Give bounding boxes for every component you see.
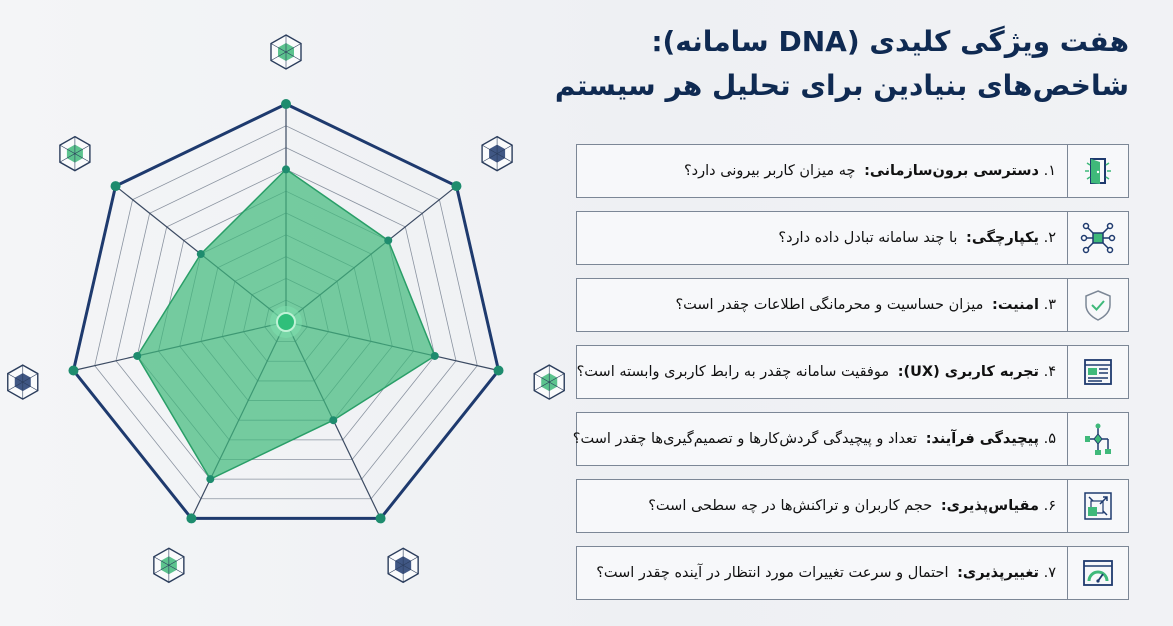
title-line-1: هفت ویژگی کلیدی (DNA سامانه):: [651, 25, 1129, 58]
item-question: حجم کاربران و تراکنش‌ها در چه سطحی است؟: [648, 498, 933, 514]
triangle-node-icon: [8, 365, 38, 399]
radar-vertex-point: [451, 181, 461, 191]
radar-data-point: [133, 352, 141, 360]
feature-item-4: [576, 345, 1129, 399]
item-number: ۲.: [1043, 230, 1056, 246]
radar-vertex-point: [111, 181, 121, 191]
radar-vertex-point: [281, 99, 291, 109]
item-label: دسترسی برون‌سازمانی:: [864, 163, 1039, 179]
radar-vertex-point: [376, 513, 386, 523]
radar-vertex-point: [68, 366, 78, 376]
radar-data-point: [206, 475, 214, 483]
item-question: با چند سامانه تبادل داده دارد؟: [778, 230, 958, 246]
feature-item-2: [576, 211, 1129, 265]
radar-vertex-point: [186, 513, 196, 523]
radar-vertex-point: [494, 366, 504, 376]
ui-layout-icon: [1067, 346, 1128, 398]
feature-item-1: [576, 144, 1129, 198]
faceted-cube-icon: [388, 548, 418, 582]
page-title: [554, 20, 1129, 108]
item-question: چه میزان کاربر بیرونی دارد؟: [683, 163, 856, 179]
pyramid-net-icon: [60, 137, 90, 171]
item-label: تجربه کاربری (UX):: [897, 364, 1039, 380]
sphere-mesh-icon: [154, 548, 184, 582]
item-question: احتمال و سرعت تغییرات مورد انتظار در آینده چقدر است؟: [596, 565, 949, 581]
feature-item-3: [576, 278, 1129, 332]
item-label: یکپارچگی:: [966, 230, 1039, 246]
radar-chart: [0, 0, 580, 626]
item-number: ۵.: [1043, 431, 1056, 447]
item-number: ۶.: [1043, 498, 1056, 514]
item-number: ۱.: [1043, 163, 1056, 179]
shield-check-icon: [1067, 279, 1128, 331]
scale-expand-icon: [1067, 480, 1128, 532]
item-label: امنیت:: [992, 297, 1039, 313]
geodesic-sphere-icon: [534, 365, 564, 399]
radar-series: [133, 165, 439, 483]
isometric-cube-icon: [482, 137, 512, 171]
item-label: پیچیدگی فرآیند:: [925, 431, 1039, 447]
item-label: تغییرپذیری:: [957, 565, 1039, 581]
item-number: ۷.: [1043, 565, 1056, 581]
title-line-2: شاخص‌های بنیادین برای تحلیل هر سیستم: [554, 69, 1129, 102]
feature-item-7: [576, 546, 1129, 600]
item-label: مقیاس‌پذیری:: [940, 498, 1039, 514]
flowchart-icon: [1067, 413, 1128, 465]
radar-center-point: [277, 313, 295, 331]
hexagon-cube-icon: [271, 35, 301, 69]
radar-data-point: [197, 250, 205, 258]
feature-item-6: [576, 479, 1129, 533]
item-number: ۳.: [1043, 297, 1056, 313]
item-number: ۴.: [1043, 364, 1056, 380]
radar-data-point: [431, 352, 439, 360]
feature-item-5: [572, 412, 1129, 466]
radar-data-point: [282, 165, 290, 173]
radar-data-point: [329, 416, 337, 424]
item-question: تعداد و پیچیدگی گردش‌کارها و تصمیم‌گیری‌ها چقدر است؟: [572, 431, 918, 447]
radar-data-point: [384, 236, 392, 244]
gauge-dashboard-icon: [1067, 547, 1128, 599]
item-question: میزان حساسیت و محرمانگی اطلاعات چقدر است؟: [675, 297, 984, 313]
network-hub-icon: [1067, 212, 1128, 264]
item-question: موفقیت سامانه چقدر به رابط کاربری وابسته است؟: [576, 364, 890, 380]
door-exit-icon: [1067, 145, 1128, 197]
